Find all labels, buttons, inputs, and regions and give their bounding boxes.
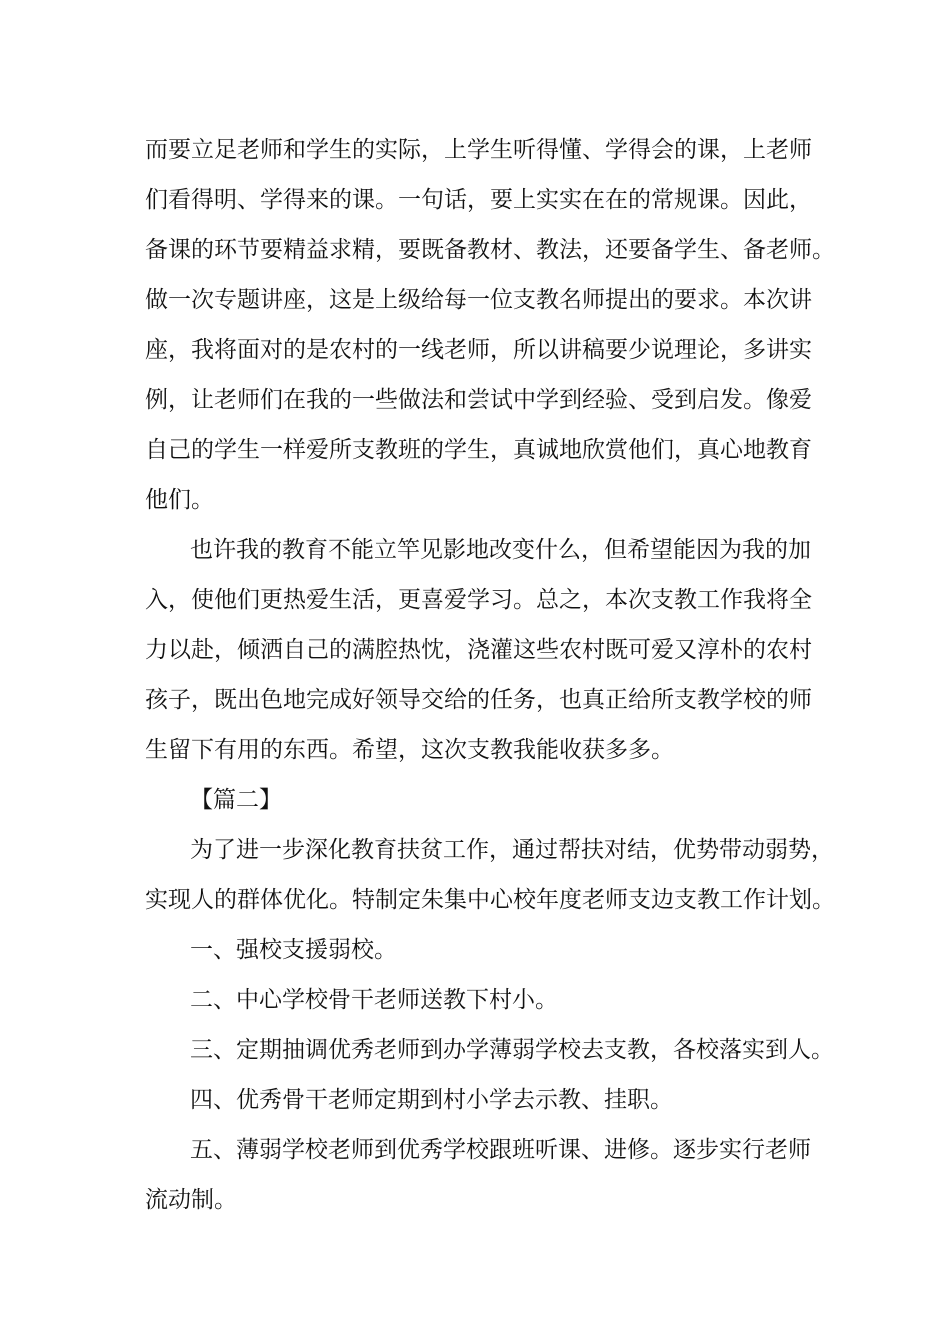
paragraph-line: 生留下有用的东西。希望，这次支教我能收获多多。 <box>145 737 674 763</box>
paragraph-line: 入，使他们更热爱生活，更喜爱学习。总之，本次支教工作我将全 <box>145 587 812 613</box>
paragraph-line: 备课的环节要精益求精，要既备教材、教法，还要备学生、备老师。 <box>145 237 835 263</box>
paragraph-line: 自己的学生一样爱所支教班的学生，真诚地欣赏他们，真心地教育 <box>145 437 812 463</box>
paragraph-line: 也许我的教育不能立竿见影地改变什么，但希望能因为我的加 <box>190 537 811 563</box>
paragraph-line: 做一次专题讲座，这是上级给每一位支教名师提出的要求。本次讲 <box>145 287 812 313</box>
list-item: 五、薄弱学校老师到优秀学校跟班听课、进修。逐步实行老师 <box>190 1137 811 1163</box>
list-item: 二、中心学校骨干老师送教下村小。 <box>190 987 558 1013</box>
paragraph-line: 他们。 <box>145 487 214 513</box>
list-item: 四、优秀骨干老师定期到村小学去示教、挂职。 <box>190 1087 673 1113</box>
list-item: 三、定期抽调优秀老师到办学薄弱学校去支教，各校落实到人。 <box>190 1037 834 1063</box>
paragraph-line: 为了进一步深化教育扶贫工作，通过帮扶对结，优势带动弱势， <box>190 837 834 863</box>
paragraph-line: 例，让老师们在我的一些做法和尝试中学到经验、受到启发。像爱 <box>145 387 812 413</box>
list-item: 一、强校支援弱校。 <box>190 937 397 963</box>
paragraph-line: 孩子，既出色地完成好领导交给的任务，也真正给所支教学校的师 <box>145 687 812 713</box>
paragraph-line: 而要立足老师和学生的实际，上学生听得懂、学得会的课，上老师 <box>145 137 812 163</box>
paragraph-line: 实现人的群体优化。特制定朱集中心校年度老师支边支教工作计划。 <box>145 887 835 913</box>
paragraph-line: 座，我将面对的是农村的一线老师，所以讲稿要少说理论，多讲实 <box>145 337 812 363</box>
section-heading: 【篇二】 <box>190 787 282 813</box>
paragraph-line: 们看得明、学得来的课。一句话，要上实实在在的常规课。因此， <box>145 187 812 213</box>
paragraph-line: 力以赴，倾洒自己的满腔热忱，浇灌这些农村既可爱又淳朴的农村 <box>145 637 812 663</box>
list-item-continuation: 流动制。 <box>145 1187 237 1213</box>
